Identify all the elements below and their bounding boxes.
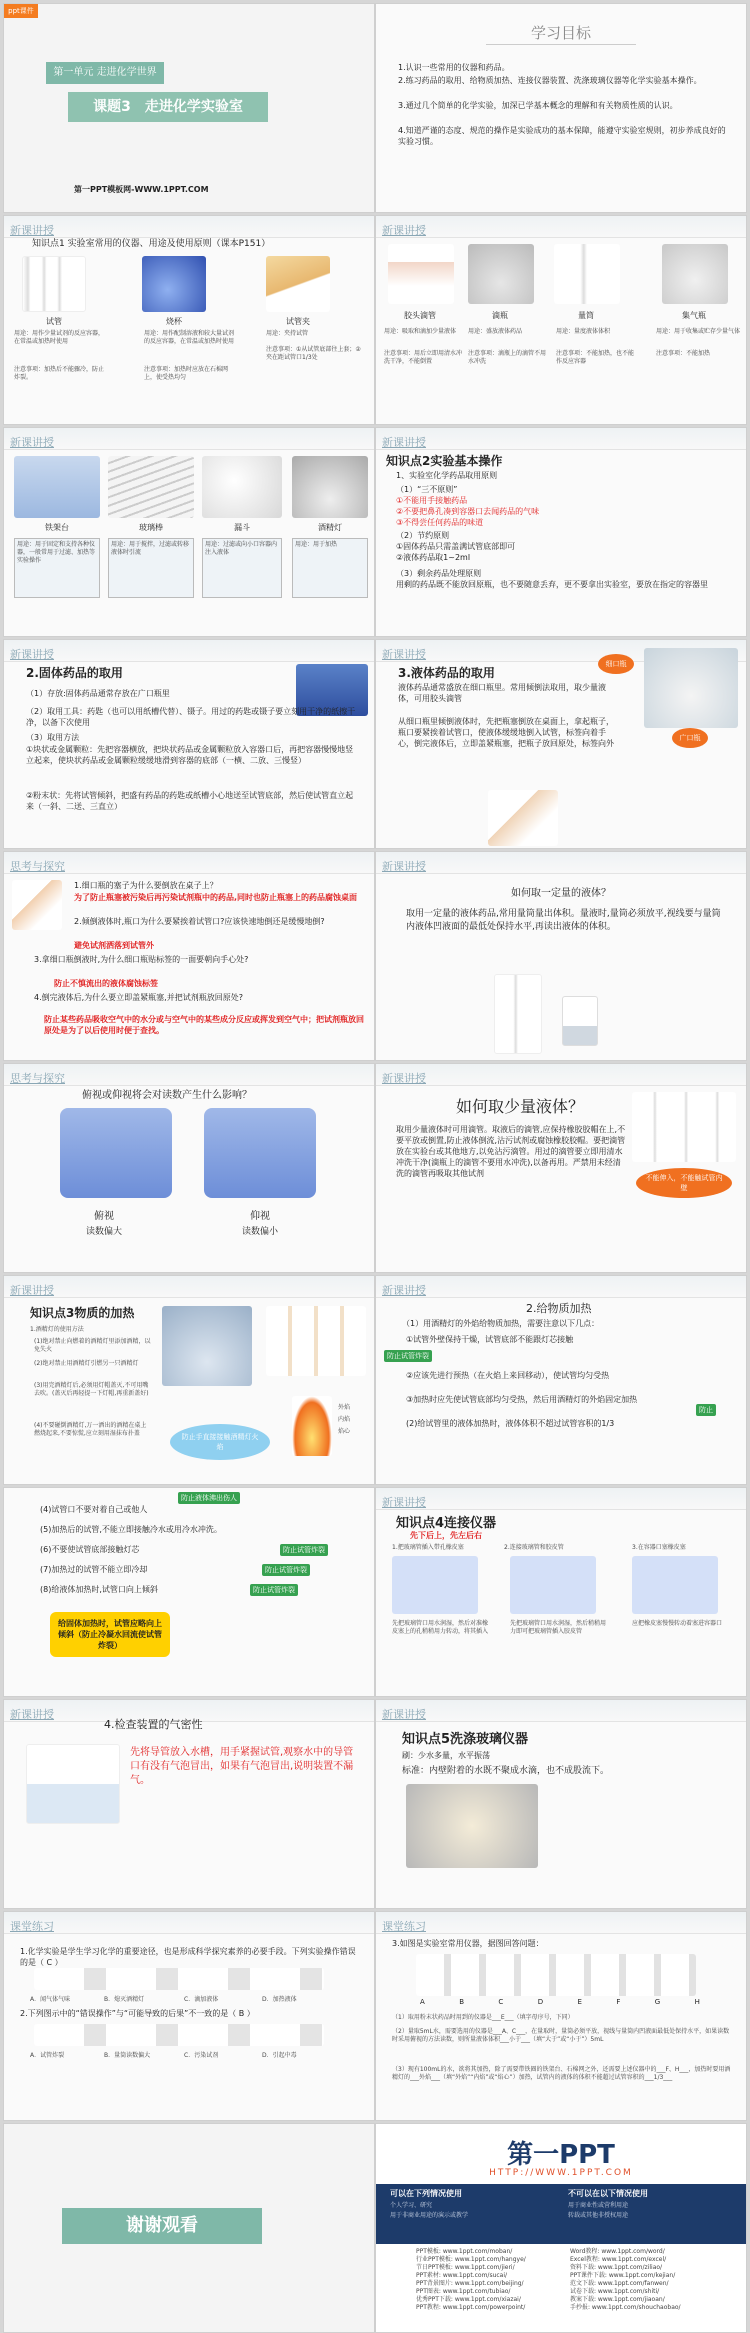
link[interactable]: 优秀PPT下载: www.1ppt.com/xiazai/: [416, 2296, 521, 2303]
tag-prevent: 防止: [696, 1404, 716, 1416]
flame-image: [292, 1396, 332, 1456]
section-header: 新课讲授: [4, 1700, 374, 1722]
solid-line-5: ②粉末状：先将试管倾斜，把盛有药品的药匙或纸槽小心地送至试管底部，然后使试管直立起来（一斜、二送、三直立）: [26, 791, 354, 811]
washing-image: [406, 1784, 538, 1868]
pouring-image: [488, 790, 558, 846]
iron-stand-image: [14, 456, 100, 518]
rule-1: （1）“三不原则”: [396, 485, 458, 494]
link[interactable]: PPT图表: www.1ppt.com/tubiao/: [416, 2288, 511, 2295]
slide-practice-2[interactable]: [375, 1911, 747, 2121]
rule-3: （3）剩余药品处理原则: [396, 569, 482, 578]
slide-instruments-2[interactable]: [375, 215, 747, 425]
slide-instruments-3[interactable]: [3, 427, 375, 637]
desc-cylinder: 用途：量度液体体积: [556, 328, 611, 335]
note-test-tube: 注意事项：加热后不能骤冷，防止炸裂。: [14, 366, 105, 381]
slide-practice-1[interactable]: [3, 1911, 375, 2121]
glass-rod-image: [108, 456, 194, 518]
flame-core: 焰心: [338, 1428, 351, 1435]
link[interactable]: PPT背景图片: www.1ppt.com/beijing/: [416, 2280, 524, 2287]
link[interactable]: Excel教程: www.1ppt.com/excel/: [570, 2256, 667, 2263]
label-cylinder: 量筒: [578, 311, 594, 320]
goal-4: 4.知道严谨的态度、规范的操作是实验成功的基本保障，能遵守实验室规则，初步养成良好的实验习惯。: [398, 126, 726, 146]
label-look-down-result: 读数偏大: [85, 1227, 122, 1237]
note-dropper: 注意事项：用后立即用清水冲洗干净，不能倒置: [384, 350, 463, 365]
beaker-image: [142, 256, 206, 312]
heat-rule-4: (4)试管口不要对着自己或他人: [40, 1505, 148, 1514]
cylinder-reading-image: [494, 974, 542, 1054]
section-header: 新课讲授: [376, 216, 746, 238]
airtight-text: 先将导管放入水槽，用手紧握试管,观察水中的导管口有没有气泡冒出，如果有气泡冒出,说明装置不漏气。: [130, 1747, 354, 1786]
knowledge-2-title: 知识点2实验基本操作: [386, 454, 503, 468]
desc-beaker: 用途：用作配制溶液和较大量试剂的反应容器，在常温或加热时使用: [144, 330, 235, 345]
slide-think-2[interactable]: [3, 1063, 375, 1273]
connect-step-3: 3.在容器口塞橡皮塞: [632, 1544, 686, 1551]
desc-funnel-box: 用途：过滤或向小口容器内注入液体: [202, 538, 282, 598]
desc-iron-stand-box: 用途：用于固定和支持各种仪器，一般常用于过滤、加热等实验操作: [14, 538, 100, 598]
clamp-image: [266, 256, 330, 312]
wide-bottle-callout: 广口瓶: [672, 728, 708, 748]
section-header: 新课讲授: [376, 640, 746, 662]
q2-option-b: B．量筒读数偏大: [104, 2052, 151, 2059]
tag-liquid-splash: 防止液体沸出伤人: [178, 1492, 240, 1504]
heat-rule-5: (5)加热后的试管,不能立即接触冷水或用冷水冲洗。: [40, 1525, 222, 1534]
link[interactable]: 教案下载: www.1ppt.com/jiaoan/: [570, 2296, 665, 2303]
apparatus-label-b: B: [459, 1998, 465, 2006]
apparatus-label-g: G: [654, 1998, 661, 2006]
label-clamp: 试管夹: [286, 317, 310, 326]
goals-heading: 学习目标: [530, 24, 591, 42]
rule-2a: ①固体药品只需盖满试管底部即可: [396, 542, 516, 551]
solid-line-2: （2）取用工具：药匙（也可以用纸槽代替）、镊子。用过的药匙或镊子要立刻用干净的纸擦干净，以备下次使用: [26, 707, 356, 727]
slide-solid-reagent[interactable]: [3, 639, 375, 849]
slide-license[interactable]: [375, 2123, 747, 2333]
apparatus-label-c: C: [498, 1998, 504, 2006]
dropper-image: [388, 244, 454, 304]
practice-q2: 2.下列图示中的“错误操作”与“可能导致的后果”不一致的是（ B ）: [20, 2009, 255, 2018]
washing-line-2: 标准：内壁附着的水既不聚成水滴，也不成股流下。: [402, 1766, 610, 1776]
q1-option-c: C．滴加液体: [184, 1996, 219, 2003]
slide-instruments-1[interactable]: [3, 215, 375, 425]
slide-measure-liquid[interactable]: [375, 851, 747, 1061]
slide-airtight[interactable]: [3, 1699, 375, 1909]
site-label: 第一PPT模板网-WWW.1PPT.COM: [74, 185, 209, 194]
label-dropper: 胶头滴管: [404, 311, 436, 320]
section-header: 新课讲授: [376, 1276, 746, 1298]
lamp-rule-1: (1)绝对禁止向燃着的酒精灯里添加酒精，以免失火: [34, 1338, 151, 1353]
section-header: 新课讲授: [376, 1488, 746, 1510]
rule-2b: ②液体药品取1~2ml: [396, 553, 471, 562]
think-q2: 2.倾倒液体时,瓶口为什么要紧挨着试管口?应该快速地倒还是缓慢地倒?: [74, 917, 325, 926]
solid-title: 2.固体药品的取用: [26, 666, 123, 680]
slide-small-liquid[interactable]: [375, 1063, 747, 1273]
section-header: 思考与探究: [4, 1064, 374, 1086]
slide-heating-3[interactable]: [3, 1487, 375, 1697]
connect-step-1: 1.把玻璃管插入带孔橡皮塞: [392, 1544, 464, 1551]
desc-dropper-bottle: 用途：盛放液体药品: [468, 328, 523, 335]
note-clamp: 注意事项：①从试管底部往上套；②夹在距试管口1/3处: [266, 346, 361, 361]
brand-logo: 第一PPT: [507, 2140, 615, 2170]
apparatus-label-d: D: [537, 1998, 544, 2006]
tag-crack-3: 防止试管炸裂: [262, 1564, 310, 1576]
dropper-demo-image: [632, 1092, 736, 1162]
connect-note-3: 应把橡皮塞慢慢转动着塞进容器口: [632, 1620, 723, 1627]
link[interactable]: PPT模板: www.1ppt.com/moban/: [416, 2248, 513, 2255]
funnel-image: [202, 456, 282, 518]
heating-2-line-2: ①试管外壁保持干燥，试管底部不能跟灯芯接触: [406, 1335, 574, 1344]
label-look-up: 仰视: [250, 1211, 270, 1222]
apparatus-image: [416, 1954, 696, 1996]
solid-line-1: （1）存放:固体药品通常存放在广口瓶里: [26, 689, 170, 698]
apparatus-label-h: H: [694, 1998, 700, 2006]
apparatus-label-a: A: [420, 1998, 425, 2006]
small-liquid-paragraph: 取用少量液体时可用滴管。取液后的滴管,应保持橡胶胶帽在上,不要平放或倒置,防止液体倒流,沾污试剂或腐蚀橡胶胶帽。要把滴管放在实验台或其他地方,以免沾污滴管。用过的滴管要立即用清水冲洗干净(滴瓶上的滴管不要用水冲洗),以备再用。严禁用未经清洗的滴管再吸取其他试剂: [396, 1125, 626, 1178]
connect-note-1: 先把玻璃管口用水润湿，然后对准橡皮塞上的孔稍稍用力转动，将其插入: [392, 1620, 489, 1635]
q2-option-d: D．引起中毒: [262, 2052, 297, 2059]
slide-operations[interactable]: [375, 427, 747, 637]
label-look-down: 俯视: [94, 1211, 114, 1222]
unit-label: 第一单元 走进化学世界: [46, 62, 164, 84]
option-2-images: [34, 2024, 324, 2046]
cylinder-image: [554, 244, 620, 304]
forbidden-1: 用于商业性或营利用途: [568, 2202, 629, 2209]
connect-image-2: [510, 1556, 596, 1614]
connect-image-3: [632, 1556, 718, 1614]
slide-connect[interactable]: [375, 1487, 747, 1697]
label-alcohol-lamp: 酒精灯: [318, 523, 342, 532]
rule-2: （2）节约原则: [396, 531, 450, 540]
note-dropper-bottle: 注意事项：滴瓶上的滴管不用水冲洗: [468, 350, 547, 365]
heating-title: 知识点3物质的加热: [30, 1306, 135, 1320]
rule-heading: 1、实验室化学药品取用原则: [396, 471, 498, 480]
heating-2-line-3: ②应该先进行预热（在火焰上来回移动），使试管均匀受热: [406, 1371, 610, 1380]
measure-question: 如何取一定量的液体？: [511, 888, 611, 899]
slide-title[interactable]: [3, 3, 375, 213]
narrow-bottle-callout: 细口瓶: [598, 654, 634, 674]
think-q3: 3.拿细口瓶倒液时,为什么细口瓶贴标签的一面要朝向手心处?: [34, 955, 249, 964]
desc-glass-rod-box: 用途：用于搅拌，过滤或转移液体时引流: [108, 538, 194, 598]
washing-line-1: 刷：少水多量，水平振荡: [402, 1751, 490, 1760]
lamp-usage-heading: 1.酒精灯的使用方法: [30, 1326, 84, 1333]
section-header: 新课讲授: [376, 1700, 746, 1722]
link[interactable]: 行业PPT模板: www.1ppt.com/hangye/: [416, 2256, 526, 2263]
liquid-title: 3.液体药品的取用: [398, 666, 495, 680]
label-gas-jar: 集气瓶: [682, 311, 706, 320]
lamp-diagram-image: [162, 1306, 252, 1386]
apparatus-label-f: F: [616, 1998, 621, 2006]
link[interactable]: PPT课件下载: www.1ppt.com/kejian/: [570, 2272, 676, 2279]
solid-line-3: （3）取用方法: [26, 733, 80, 742]
solid-line-4: ①块状或金属颗粒：先把容器横放，把块状药品或金属颗粒放入容器口后，再把容器慢慢地竖立起来，使块状药品或金属颗粒缓缓地滑到容器的底部（一横、二放、三慢竖）: [26, 745, 354, 765]
tag-prevent-crack: 防止试管炸裂: [384, 1350, 432, 1362]
heat-rule-8: (8)给液体加热时,试管口向上倾斜: [40, 1585, 158, 1594]
heat-rule-6: (6)不要使试管底部接触灯芯: [40, 1545, 140, 1554]
liquid-line-1: 液体药品通常盛放在细口瓶里。常用倾倒法取用，取少量液体，可用胶头滴管: [398, 683, 606, 703]
note-beaker: 注意事项：加热时应放在石棉网上，使受热均匀: [144, 366, 229, 381]
section-header: 课堂练习: [376, 1912, 746, 1934]
test-tube-image: [22, 256, 86, 312]
rule-3a: 用剩的药品既不能放回原瓶，也不要随意丢弃，更不要拿出实验室，要放在指定的容器里: [396, 580, 708, 589]
apparatus-labels: [420, 1998, 700, 2006]
dropper-bottle-image: [468, 244, 534, 304]
allowed-2: 用于非商业用途的演示或教学: [390, 2212, 469, 2219]
answer-3: （3）现有100mL的水，欲将其加热，除了需要带铁圈的铁架台、石棉网之外，还需要上述仪器中的___F、H___，加热时要用酒精灯的___外焰___（填“外焰”“内焰”或“焰心”）加热，试管内的液体的体积不能超过试管容积的___1/3___: [392, 2066, 731, 2081]
label-iron-stand: 铁架台: [45, 523, 69, 532]
q2-option-a: A．试管炸裂: [30, 2052, 65, 2059]
measure-paragraph: 取用一定量的液体药品,常用量筒量出体积。量液时,量筒必须放平,视线要与量筒内液体凹液面的最低处保持水平,再读出液体的体积。: [406, 909, 721, 932]
flame-outer: 外焰: [338, 1404, 351, 1411]
alcohol-lamp-image: [292, 456, 368, 518]
link[interactable]: 资料下载: www.1ppt.com/ziliao/: [570, 2264, 663, 2271]
section-header: 新课讲授: [4, 640, 374, 662]
goal-3: 3.通过几个简单的化学实验，加深已学基本概念的理解和有关物质性质的认识。: [398, 101, 678, 110]
label-funnel: 漏斗: [234, 523, 250, 532]
goal-2: 2.练习药品的取用、给物质加热、连接仪器装置、洗涤玻璃仪器等化学实验基本操作。: [398, 76, 702, 85]
forbidden-2: 转载或其他非授权用途: [568, 2212, 629, 2219]
note-gas-jar: 注意事项：不能加热: [656, 350, 711, 357]
practice-q3: 3.如图是实验室常用仪器，据图回答问题：: [392, 1939, 544, 1948]
desc-lamp-box: 用途：用于加热: [292, 538, 368, 598]
gas-jar-image: [662, 244, 728, 304]
slide-think-1[interactable]: [3, 851, 375, 1061]
airtight-title: 4.检查装置的气密性: [104, 1718, 203, 1731]
link[interactable]: Word教程: www.1ppt.com/word/: [570, 2248, 665, 2255]
section-header: 新课讲授: [376, 1064, 746, 1086]
link[interactable]: 试卷下载: www.1ppt.com/shiti/: [570, 2288, 660, 2295]
label-look-up-result: 读数偏小: [241, 1227, 278, 1237]
tag-crack-4: 防止试管炸裂: [250, 1584, 298, 1596]
cylinder-detail-image: [562, 996, 598, 1046]
allowed-1: 个人学习、研究: [390, 2202, 433, 2209]
forbidden-title: 不可以在以下情况使用: [568, 2189, 648, 2198]
tag-crack-2: 防止试管炸裂: [280, 1544, 328, 1556]
section-header: 新课讲授: [4, 216, 374, 238]
think-a3: 防止不慎流出的液体腐蚀标签: [54, 979, 158, 988]
link[interactable]: PPT教程: www.1ppt.com/powerpoint/: [416, 2304, 526, 2311]
liquid-line-2: 从细口瓶里倾倒液体时，先把瓶塞倒放在桌面上，拿起瓶子，瓶口要紧挨着试管口，使液体缓缓地倒入试管，标签向着手心，倒完液体后，立即盖紧瓶塞，把瓶子放回原处，标签向外: [398, 717, 614, 748]
links-right: [570, 2248, 740, 2312]
desc-clamp: 用途：夹持试管: [266, 330, 309, 337]
slide-thanks[interactable]: [3, 2123, 375, 2333]
lamp-rule-2: (2)绝对禁止用酒精灯引燃另一只酒精灯: [34, 1360, 139, 1367]
slide-heating-2[interactable]: [375, 1275, 747, 1485]
think-q4: 4.倒完液体后,为什么要立即盖紧瓶塞,并把试剂瓶放回原处?: [34, 993, 243, 1002]
knowledge-title: 知识点1 实验室常用的仪器、用途及使用原则（课本P151）: [32, 239, 271, 249]
desc-gas-jar: 用途：用于收集或贮存少量气体: [656, 328, 741, 335]
section-header: 新课讲授: [4, 428, 374, 450]
heating-2-title: 2.给物质加热: [526, 1302, 592, 1315]
think-a2: 避免试剂洒落到试管外: [74, 941, 154, 950]
think-a1: 为了防止瓶塞被污染后再污染试剂瓶中的药品,同时也防止瓶塞上的药品腐蚀桌面: [74, 893, 358, 902]
airtight-image: [26, 1744, 120, 1824]
brand-url: HTTP://WWW.1PPT.COM: [489, 2168, 633, 2178]
connect-title: 知识点4连接仪器: [396, 1516, 497, 1531]
small-liquid-question: 如何取少量液体？: [456, 1097, 585, 1116]
heating-2-line-5: (2)给试管里的液体加热时，液体体积不超过试管容积的1/3: [406, 1419, 615, 1428]
link[interactable]: 手抄报: www.1ppt.com/shouchaobao/: [570, 2304, 681, 2311]
look-down-image: [60, 1108, 172, 1198]
rule-1a: ①不能用手接触药品: [396, 496, 468, 505]
lesson-title: 课题3 走进化学实验室: [68, 92, 268, 122]
link[interactable]: PPT素材: www.1ppt.com/sucai/: [416, 2272, 508, 2279]
label-dropper-bottle: 滴瓶: [492, 311, 508, 320]
option-1-images: [34, 1968, 324, 1990]
thanks-banner: 谢谢观看: [62, 2208, 262, 2244]
section-header: 新课讲授: [376, 428, 746, 450]
practice-q1: 1.化学实验是学生学习化学的重要途径，也是形成科学探究素养的必要手段。下列实验操作错误的是（ C ）: [20, 1947, 356, 1967]
section-header: 新课讲授: [4, 1276, 374, 1298]
pour-demo-image: [12, 880, 62, 930]
answer-1: （1）取用粉末状药品时用到的仪器是___E___（填字母序号，下同）: [392, 2014, 574, 2021]
slide-liquid-reagent[interactable]: [375, 639, 747, 849]
logo-badge: ppt课件: [4, 4, 38, 18]
q1-option-d: D．加热液体: [262, 1996, 297, 2003]
allowed-title: 可以在下列情况使用: [390, 2189, 462, 2198]
goal-1: 1.认识一些常用的仪器和药品。: [398, 63, 510, 72]
label-test-tube: 试管: [46, 317, 62, 326]
label-beaker: 烧杯: [166, 317, 182, 326]
heading-underline: [486, 44, 636, 45]
warning-callout: 不能伸入，不能触试管内壁: [636, 1168, 732, 1198]
link[interactable]: 节日PPT模板: www.1ppt.com/jieri/: [416, 2264, 515, 2271]
solid-heating-note: 给固体加热时，试管应略向上倾斜（防止冷凝水回流使试管炸裂）: [50, 1612, 170, 1657]
desc-dropper: 用途：吸取和滴加少量液体: [384, 328, 457, 335]
washing-title: 知识点5洗涤玻璃仪器: [402, 1732, 529, 1747]
look-up-image: [204, 1108, 316, 1198]
q1-option-b: B．熄灭酒精灯: [104, 1996, 145, 2003]
connect-note-2: 先把玻璃管口用水润湿，然后稍稍用力即可把玻璃管插入胶皮管: [510, 1620, 607, 1635]
section-header: 思考与探究: [4, 852, 374, 874]
q2-option-c: C．污染试剂: [184, 2052, 219, 2059]
heating-2-line-4: ③加热时应先使试管底部均匀受热，然后用酒精灯的外焰固定加热: [406, 1395, 638, 1404]
section-header: 新课讲授: [376, 852, 746, 874]
airtight-paragraph: [130, 1746, 354, 1788]
connect-image-1: [392, 1556, 478, 1614]
link[interactable]: 范文下载: www.1ppt.com/fanwen/: [570, 2280, 669, 2287]
note-cylinder: 注意事项：不能加热，也不能作反应容器: [556, 350, 635, 365]
heating-2-line-1: （1）用酒精灯的外焰给物质加热，需要注意以下几点：: [402, 1319, 600, 1328]
desc-test-tube: 用途：用作少量试剂的反应容器，在常温或加热时使用: [14, 330, 105, 345]
connect-step-2: 2.连接玻璃管和胶皮管: [504, 1544, 564, 1551]
apparatus-label-e: E: [577, 1998, 582, 2006]
slide-washing[interactable]: [375, 1699, 747, 1909]
label-glass-rod: 玻璃棒: [139, 523, 163, 532]
heat-rule-7: (7)加热过的试管不能立即冷却: [40, 1565, 148, 1574]
flame-inner: 内焰: [338, 1416, 351, 1423]
links-left: [416, 2248, 566, 2312]
section-header: 课堂练习: [4, 1912, 374, 1934]
rule-1c: ③不得尝任何药品的味道: [396, 518, 484, 527]
think-q1: 1.细口瓶的塞子为什么要倒放在桌子上？: [74, 881, 218, 890]
lamp-operations-image: [266, 1306, 366, 1376]
rule-1b: ②不要把鼻孔凑到容器口去闻药品的气味: [396, 507, 540, 516]
answer-2: （2）量取5mL水，需要选用的仪器是___A、C___，在量取时，量筒必须平放，视线与量筒内凹液面最低处保持水平，如果读数时采用俯视的方法读数，则所量液体体积___小于___（填“大于”或“小于”）5mL: [392, 2028, 730, 2043]
q1-option-a: A．闻气体气味: [30, 1996, 71, 2003]
bottles-image: [644, 648, 738, 728]
view-question: 俯视或仰视将会对读数产生什么影响？: [82, 1090, 252, 1101]
think-a4: 防止某些药品吸收空气中的水分或与空气中的某些成分反应或挥发到空气中；把试剂瓶放回原处是为了以后使用时便于查找。: [44, 1015, 364, 1035]
lamp-rule-4: (4)不要碰倒酒精灯,万一洒出的酒精在桌上燃烧起来,不要惊慌,应立刻用湿抹布扑盖: [34, 1422, 147, 1437]
slide-goals[interactable]: [375, 3, 747, 213]
slide-heating-1[interactable]: [3, 1275, 375, 1485]
lamp-rule-3: (3)用完酒精灯后,必须用灯帽盖灭,不可用嘴去吹。(盖灭后再轻提一下灯帽,再重新盖好): [34, 1382, 149, 1397]
connect-principle: 先下后上，先左后右: [410, 1531, 482, 1540]
safety-cloud: 防止手直接接触酒精灯火焰: [170, 1424, 270, 1460]
